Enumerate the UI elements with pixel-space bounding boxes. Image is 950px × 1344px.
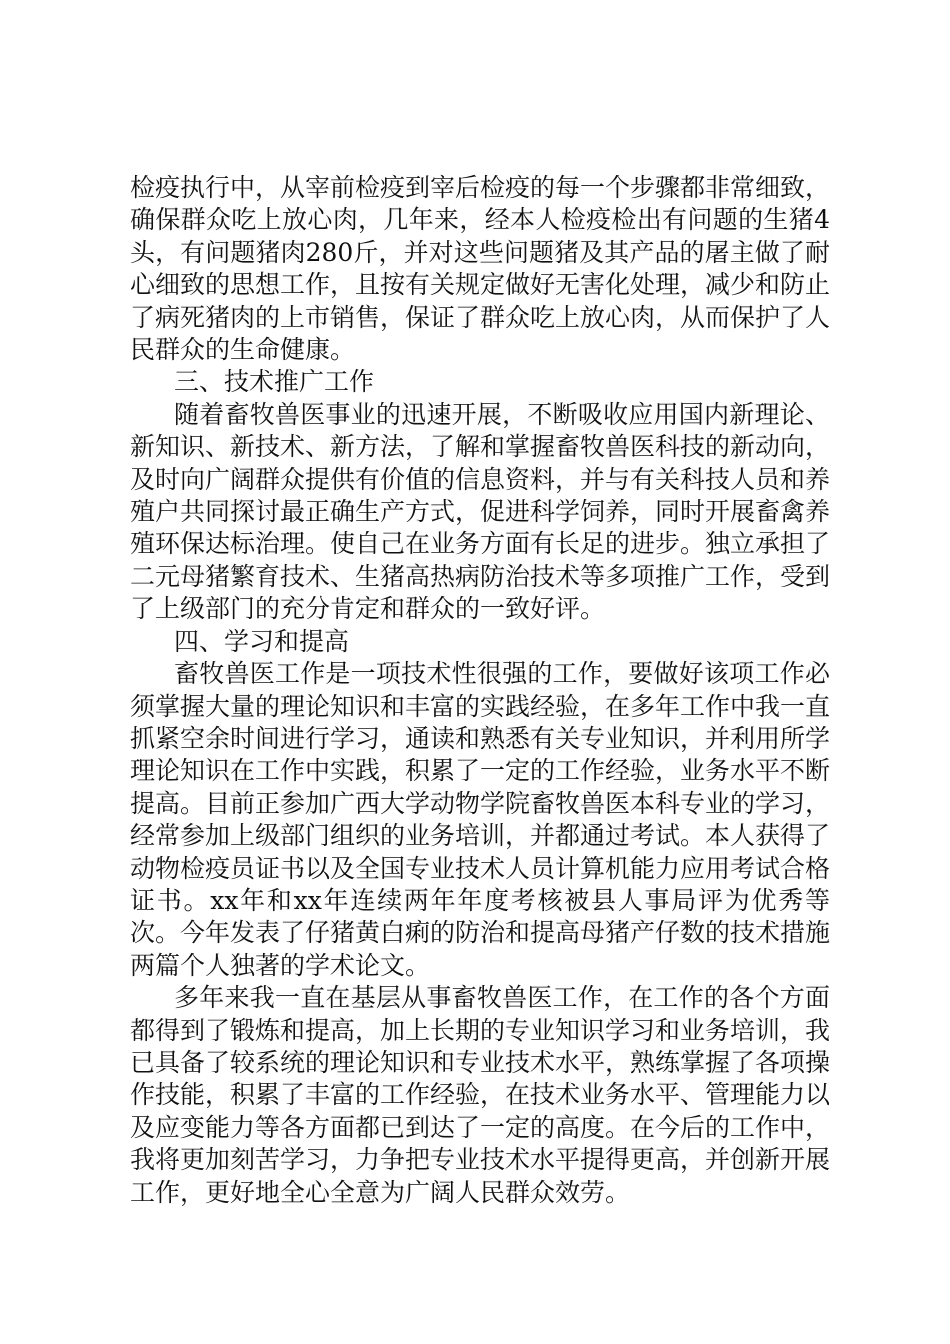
paragraph-conclusion: 多年来我一直在基层从事畜牧兽医工作，在工作的各个方面都得到了锻炼和提高，加上长期的专业知识学习和业务培训，我已具备了较系统的理论知识和专业技术水平，熟练掌握了各项操作技能，积累了丰富的工作经验，在技术业务水平、管理能力以及应变能力等各方面都已到达了一定的高度。在今后的工作中，我将更加刻苦学习，力争把专业技术水平提得更高，并创新开展工作，更好地全心全意为广阔人民群众效劳。 — [130, 983, 831, 1207]
paragraph-inspection-continued: 检疫执行中，从宰前检疫到宰后检疫的每一个步骤都非常细致，确保群众吃上放心肉，几年来，经本人检疫检出有问题的生猪4头，有问题猪肉280斤，并对这些问题猪及其产品的屠主做了耐心细致的思想工作，且按有关规定做好无害化处理，减少和防止了病死猪肉的上市销售，保证了群众吃上放心肉，从而保护了人民群众的生命健康。 — [130, 173, 831, 365]
paragraph-technology-promotion: 随着畜牧兽医事业的迅速开展，不断吸收应用国内新理论、新知识、新技术、新方法，了解和掌握畜牧兽医科技的新动向，及时向广阔群众提供有价值的信息资料，并与有关科技人员和养殖户共同探讨最正确生产方式，促进科学饲养，同时开展畜禽养殖环保达标治理。使自己在业务方面有长足的进步。独立承担了二元母猪繁育技术、生猪高热病防治技术等多项推广工作，受到了上级部门的充分肯定和群众的一致好评。 — [130, 399, 831, 624]
heading-technology-promotion: 三、技术推广工作 — [174, 367, 375, 397]
heading-study-improvement: 四、学习和提高 — [174, 626, 350, 656]
paragraph-study-improvement: 畜牧兽医工作是一项技术性很强的工作，要做好该项工作必须掌握大量的理论知识和丰富的实践经验，在多年工作中我一直抓紧空余时间进行学习，通读和熟悉有关专业知识，并利用所学理论知识在工作中实践，积累了一定的工作经验，业务水平不断提高。目前正参加广西大学动物学院畜牧兽医本科专业的学习，经常参加上级部门组织的业务培训，并都通过考试。本人获得了动物检疫员证书以及全国专业技术人员计算机能力应用考试合格证书。xx年和xx年连续两年年度考核被县人事局评为优秀等次。今年发表了仔猪黄白痢的防治和提高母猪产仔数的技术措施两篇个人独著的学术论文。 — [130, 659, 831, 980]
document-body — [130, 172, 830, 1209]
